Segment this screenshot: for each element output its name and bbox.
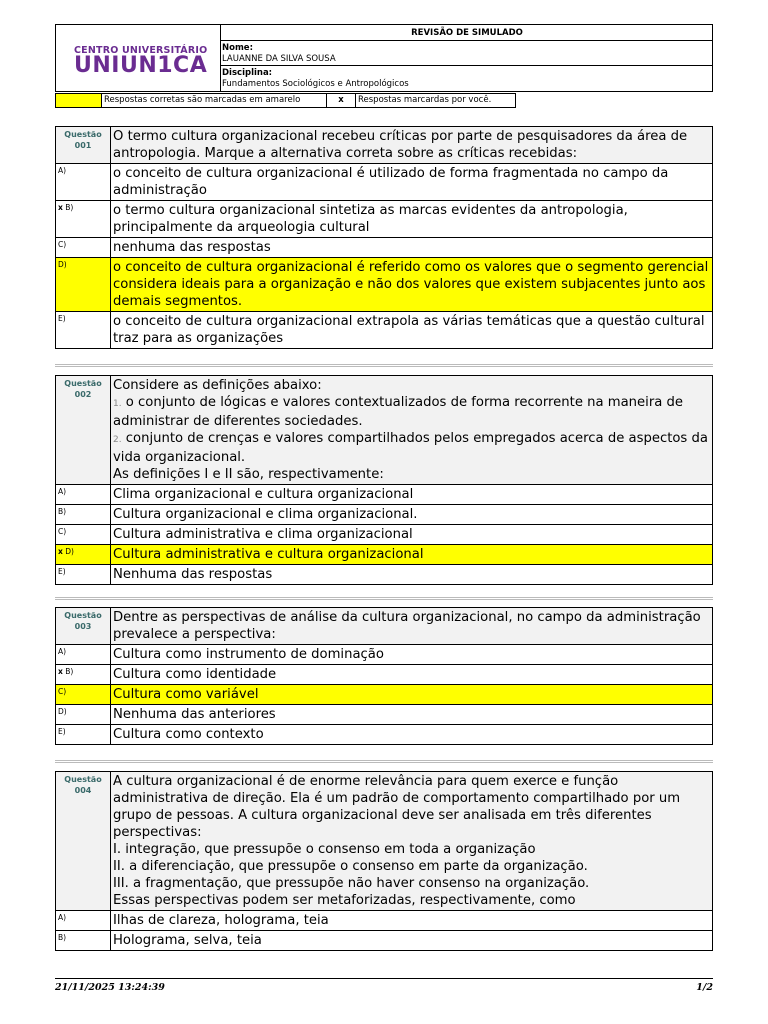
question-002: [55, 375, 713, 585]
question-number: Questão 004: [56, 772, 111, 911]
discipline-value: Fundamentos Sociológicos e Antropológicos: [222, 79, 409, 89]
logo-wordmark: UNIUN1CA: [74, 53, 208, 78]
legend-yellow-swatch: [55, 93, 102, 108]
footer-divider: [55, 978, 713, 979]
discipline-field: [220, 66, 712, 91]
question-text: O termo cultura organizacional recebeu críticas por parte de pesquisadores da área de antropologia. Marque a alternativa correta sobre as críticas recebidas:: [111, 127, 713, 164]
page-number: 1/2: [696, 982, 713, 993]
option-b[interactable]: x B) o termo cultura organizacional sintetiza as marcas evidentes da antropologia, principalmente da arqueologia cultural: [56, 201, 713, 238]
option-c[interactable]: C) nenhuma das respostas: [56, 238, 713, 258]
option-c[interactable]: C) Cultura administrativa e clima organizacional: [56, 525, 713, 545]
option-e[interactable]: E) Cultura como contexto: [56, 725, 713, 745]
question-001: [55, 126, 713, 349]
question-number: Questão 002: [56, 376, 111, 485]
name-value: LAUANNE DA SILVA SOUSA: [222, 54, 336, 64]
university-logo: [56, 25, 221, 91]
option-d-correct[interactable]: x D) Cultura administrativa e cultura organizacional: [56, 545, 713, 565]
question-004: [55, 771, 713, 951]
option-d-correct[interactable]: D) o conceito de cultura organizacional é referido como os valores que o segmento gerencial considera ideais para a organização e não dos valores que existem subjacentes junto aos demais segmentos.: [56, 258, 713, 312]
question-number: Questão 001: [56, 127, 111, 164]
option-e[interactable]: E) o conceito de cultura organizacional extrapola as várias temáticas que a questão cultural traz para as organizações: [56, 312, 713, 349]
question-separator: [55, 760, 713, 763]
question-003: [55, 607, 713, 745]
student-name-field: [220, 41, 712, 66]
question-text: Considere as definições abaixo: 1. o conjunto de lógicas e valores contextualizados de forma recorrente na maneira de administrar de diferentes sociedades. 2. conjunto de crenças e valores compartilhados pelos empregados acerca de aspectos da vida organizacional. As definições I e II são, respectivamente:: [111, 376, 713, 485]
page-title: REVISÃO DE SIMULADO: [220, 25, 712, 41]
option-a[interactable]: A) Cultura como instrumento de dominação: [56, 645, 713, 665]
logo-subtitle: CENTRO UNIVERSITÁRIO: [74, 45, 208, 56]
legend-marked-text: Respostas marcardas por você.: [355, 93, 516, 108]
question-separator: [55, 364, 713, 367]
footer-datetime: 21/11/2025 13:24:39: [55, 982, 165, 993]
option-b[interactable]: B) Holograma, selva, teia: [56, 931, 713, 951]
legend-x-mark: x: [326, 93, 356, 108]
option-a[interactable]: A) Ilhas de clareza, holograma, teia: [56, 911, 713, 931]
question-text: Dentre as perspectivas de análise da cultura organizacional, no campo da administração prevalece a perspectiva:: [111, 608, 713, 645]
option-a[interactable]: A) Clima organizacional e cultura organizacional: [56, 485, 713, 505]
option-b[interactable]: B) Cultura organizacional e clima organizacional.: [56, 505, 713, 525]
name-label: Nome:: [222, 43, 253, 53]
question-number: Questão 003: [56, 608, 111, 645]
discipline-label: Disciplina:: [222, 68, 273, 78]
option-d[interactable]: D) Nenhuma das anteriores: [56, 705, 713, 725]
option-c-correct[interactable]: C) Cultura como variável: [56, 685, 713, 705]
option-b[interactable]: x B) Cultura como identidade: [56, 665, 713, 685]
question-text: A cultura organizacional é de enorme relevância para quem exerce e função administrativa de direção. Ela é um padrão de comportamento compartilhado por um grupo de pessoas. A cultura organizacional deve ser analisada em três diferentes perspectivas: I. integração, que pressupõe o consenso em toda a organização II. a diferenciação, que pressupõe o consenso em parte da organização. III. a fragmentação, que pressupõe não haver consenso na organização. Essas perspectivas podem ser metaforizadas, respectivamente, como: [111, 772, 713, 911]
option-e[interactable]: E) Nenhuma das respostas: [56, 565, 713, 585]
option-a[interactable]: A) o conceito de cultura organizacional é utilizado de forma fragmentada no campo da administração: [56, 164, 713, 201]
exam-header: [55, 24, 713, 92]
legend-correct-text: Respostas corretas são marcadas em amarelo: [101, 93, 327, 108]
question-separator: [55, 597, 713, 600]
